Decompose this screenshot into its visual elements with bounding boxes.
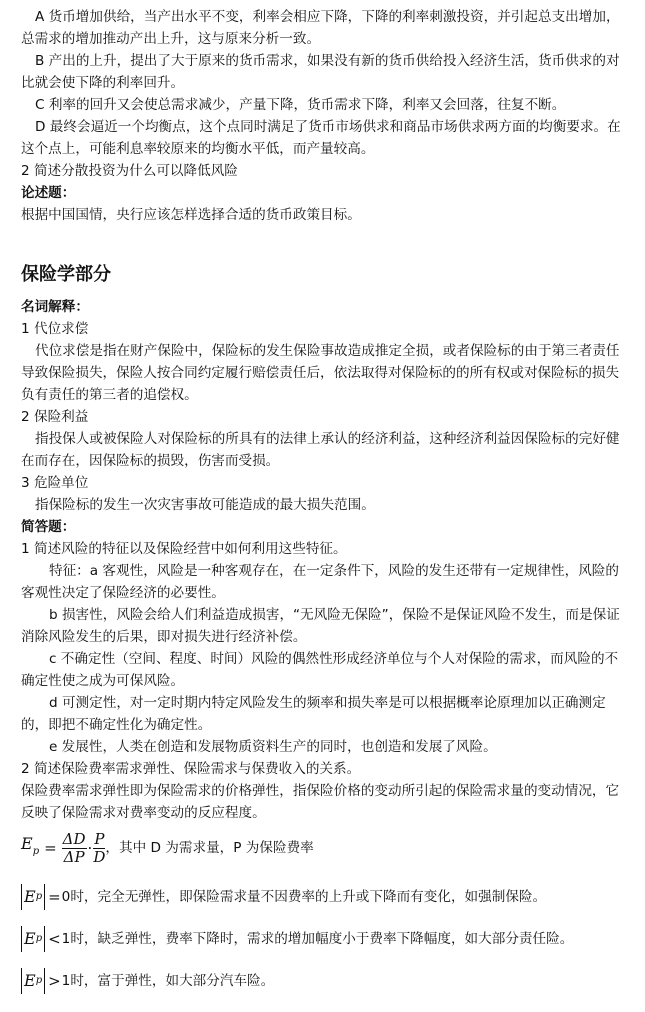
fraction-delta: $\frac{\Delta D}{\Delta P}$	[62, 829, 86, 866]
abs-ep: E p	[21, 926, 45, 952]
case-text: 时，富于弹性，如大部分汽车险。	[70, 973, 275, 989]
feature-item: e 发展性，人类在创造和发展物质资料生产的同时，也创造和发展了风险。	[49, 739, 497, 755]
short-question-1: 1 简述风险的特征以及保险经营中如何利用这些特征。	[21, 541, 347, 557]
section-title: 保险学部分	[21, 264, 111, 285]
case-operator: =	[48, 888, 61, 906]
essay-heading: 论述题：	[21, 185, 76, 201]
feature-item: 特征：a 客观性，风险是一种客观存在，在一定条件下，风险的发生还带有一定规律性，风险的客观性决定了保险经济的必要性。	[21, 563, 619, 601]
abs-ep: E p	[21, 884, 45, 910]
formula-explanation: ，其中 D 为需求量，P 为保险费率	[105, 840, 314, 856]
case-operator: >	[48, 972, 61, 990]
paragraph-a: A 货币增加供给，当产出水平不变，利率会相应下降，下降的利率刺激投资，并引起总支出增加，总需求的增加推动产出上升，这与原来分析一致。	[21, 9, 620, 47]
elasticity-case	[21, 966, 621, 996]
case-operator: <	[48, 930, 61, 948]
case-value: 1	[61, 973, 71, 989]
essay-question: 根据中国国情，央行应该怎样选择合适的货币政策目标。	[21, 207, 361, 223]
term-title: 3 危险单位	[21, 475, 89, 491]
case-text: 时，缺乏弹性，费率下降时，需求的增加幅度小于费率下降幅度，如大部分责任险。	[70, 931, 574, 947]
formula-lhs: $E_p$	[21, 834, 40, 857]
question-diversification: 2 简述分散投资为什么可以降低风险	[21, 163, 238, 179]
short-question-2: 2 简述保险费率需求弹性、保险需求与保费收入的关系。	[21, 761, 361, 777]
term-title: 2 保险利益	[21, 409, 89, 425]
paragraph-c: C 利率的回升又会使总需求减少，产量下降，货币需求下降，利率又会回落，往复不断。	[35, 97, 566, 113]
dot-operator: ·	[87, 839, 93, 857]
fraction-ratio: $\frac{P}{D}$	[93, 829, 106, 866]
case-text: 时，完全无弹性，即保险需求量不因费率的上升或下降而有变化，如强制保险。	[70, 889, 547, 905]
feature-item: d 可测定性，对一定时期内特定风险发生的频率和损失率是可以根据概率论原理加以正确测定的，即把不确定性化为确定性。	[21, 695, 606, 733]
elasticity-case	[21, 882, 621, 912]
term-definition: 指保险标的发生一次灾害事故可能造成的最大损失范围。	[35, 497, 375, 513]
short-answer-heading: 简答题：	[21, 519, 76, 535]
elasticity-case	[21, 924, 621, 954]
equals-sign: =	[44, 839, 57, 857]
elasticity-definition: 保险费率需求弹性即为保险需求的价格弹性，指保险价格的变动所引起的保险需求量的变动情况，它反映了保险需求对费率变动的反应程度。	[21, 783, 620, 821]
abs-ep: E p	[21, 968, 45, 994]
term-definition: 指投保人或被保险人对保险标的所具有的法律上承认的经济利益，这种经济利益因保险标的完好健在而存在，因保险标的损毁，伤害而受损。	[21, 431, 620, 469]
elasticity-formula	[21, 826, 621, 870]
feature-item: c 不确定性（空间、程度、时间）风险的偶然性形成经济单位与个人对保险的需求，而风险的不确定性使之成为可保风险。	[21, 651, 619, 689]
paragraph-d: D 最终会逼近一个均衡点，这个点同时满足了货币市场供求和商品市场供求两方面的均衡要求。在这个点上，可能利息率较原来的均衡水平低，而产量较高。	[21, 119, 621, 157]
term-definition: 代位求偿是指在财产保险中，保险标的发生保险事故造成推定全损，或者保险标的由于第三者责任导致保险损失，保险人按合同约定履行赔偿责任后，依法取得对保险标的的所有权或对保险标的损失负有责任的第三者的追偿权。	[21, 343, 620, 403]
paragraph-b: B 产出的上升，提出了大于原来的货币需求，如果没有新的货币供给投入经济生活，货币供求的对比就会使下降的利率回升。	[21, 53, 620, 91]
feature-item: b 损害性，风险会给人们利益造成损害，“无风险无保险”，保险不是保证风险不发生，而是保证消除风险发生的后果，即对损失进行经济补偿。	[21, 607, 620, 645]
term-title: 1 代位求偿	[21, 321, 89, 337]
terms-heading: 名词解释：	[21, 299, 89, 315]
case-value: 1	[61, 931, 71, 947]
case-value: 0	[61, 889, 71, 905]
